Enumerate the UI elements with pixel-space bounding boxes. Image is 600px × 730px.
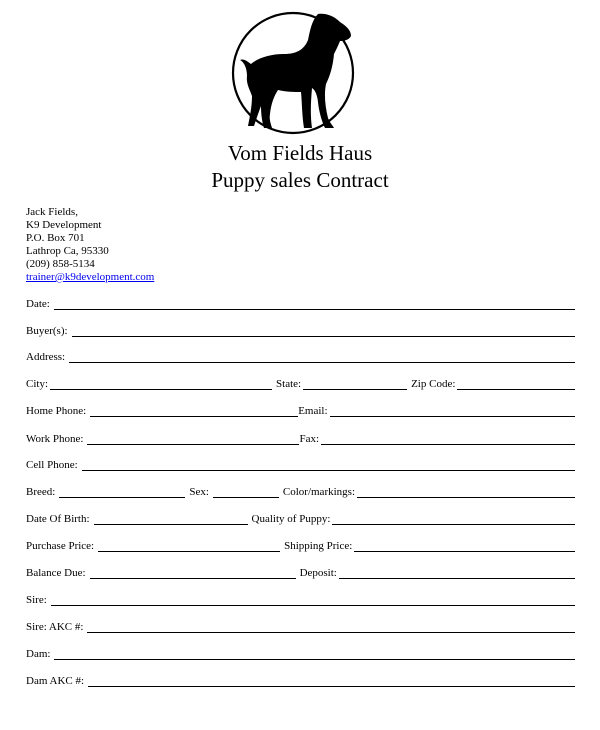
sex-field[interactable] xyxy=(213,497,279,498)
home-phone-field[interactable] xyxy=(90,416,298,417)
contact-company: K9 Development xyxy=(26,219,102,231)
buyers-field[interactable] xyxy=(72,336,575,337)
sex-label: Sex: xyxy=(189,486,209,498)
breed-label: Breed: xyxy=(26,486,56,498)
work-phone-field[interactable] xyxy=(87,444,299,445)
rottweiler-dog-silhouette-icon xyxy=(230,10,356,136)
cell-phone-field[interactable] xyxy=(82,470,575,471)
sire-field[interactable] xyxy=(51,605,575,606)
contact-email-link[interactable]: trainer@k9development.com xyxy=(26,271,155,283)
buyers-label: Buyer(s): xyxy=(26,325,68,337)
contact-phone: (209) 858-5134 xyxy=(26,258,95,270)
city-field[interactable] xyxy=(50,389,272,390)
row-sire-akc xyxy=(26,620,575,634)
work-phone-label: Work Phone: xyxy=(26,433,84,445)
row-breed xyxy=(26,485,575,499)
state-field[interactable] xyxy=(303,389,407,390)
email-field[interactable] xyxy=(330,416,575,417)
kennel-logo xyxy=(230,10,356,136)
purchase-price-label: Purchase Price: xyxy=(26,540,95,552)
contact-block xyxy=(26,206,154,284)
contact-po-box: P.O. Box 701 xyxy=(26,232,85,244)
color-field[interactable] xyxy=(357,497,575,498)
row-city xyxy=(26,377,575,391)
row-purchase-price xyxy=(26,539,575,553)
balance-due-label: Balance Due: xyxy=(26,567,86,579)
city-label: City: xyxy=(26,378,49,390)
address-label: Address: xyxy=(26,351,66,363)
shipping-price-field[interactable] xyxy=(354,551,575,552)
dob-field[interactable] xyxy=(94,524,248,525)
kennel-name-title: Vom Fields Haus xyxy=(227,141,373,165)
row-home-phone xyxy=(26,404,575,418)
state-label: State: xyxy=(276,378,302,390)
sire-akc-label: Sire: AKC #: xyxy=(26,621,84,633)
row-buyers xyxy=(26,324,575,338)
dam-akc-label: Dam AKC #: xyxy=(26,675,85,687)
row-cell-phone xyxy=(26,458,575,472)
breed-field[interactable] xyxy=(59,497,185,498)
row-date xyxy=(26,297,575,311)
row-dob xyxy=(26,512,575,526)
dam-akc-field[interactable] xyxy=(88,686,575,687)
row-dam xyxy=(26,647,575,661)
sire-label: Sire: xyxy=(26,594,47,606)
row-balance-due xyxy=(26,566,575,580)
zip-label: Zip Code: xyxy=(411,378,456,390)
fax-field[interactable] xyxy=(321,444,575,445)
deposit-field[interactable] xyxy=(339,578,575,579)
sire-akc-field[interactable] xyxy=(87,632,575,633)
purchase-price-field[interactable] xyxy=(98,551,280,552)
contract-title: Puppy sales Contract xyxy=(211,168,389,192)
dob-label: Date Of Birth: xyxy=(26,513,90,525)
address-field[interactable] xyxy=(69,362,575,363)
date-field[interactable] xyxy=(54,309,575,310)
dam-label: Dam: xyxy=(26,648,51,660)
contact-name: Jack Fields, xyxy=(26,206,78,218)
balance-due-field[interactable] xyxy=(90,578,296,579)
deposit-label: Deposit: xyxy=(299,567,337,579)
cell-phone-label: Cell Phone: xyxy=(26,459,78,471)
row-work-phone xyxy=(26,432,575,446)
zip-field[interactable] xyxy=(457,389,575,390)
shipping-price-label: Shipping Price: xyxy=(284,540,353,552)
fax-label: Fax: xyxy=(299,433,320,445)
contact-city: Lathrop Ca, 95330 xyxy=(26,245,109,257)
dam-field[interactable] xyxy=(54,659,575,660)
color-label: Color/markings: xyxy=(282,486,355,498)
quality-label: Quality of Puppy: xyxy=(251,513,331,525)
row-address xyxy=(26,350,575,364)
quality-field[interactable] xyxy=(332,524,575,525)
row-sire xyxy=(26,593,575,607)
email-label: Email: xyxy=(298,405,328,417)
date-label: Date: xyxy=(26,298,50,310)
home-phone-label: Home Phone: xyxy=(26,405,87,417)
row-dam-akc xyxy=(26,674,575,688)
